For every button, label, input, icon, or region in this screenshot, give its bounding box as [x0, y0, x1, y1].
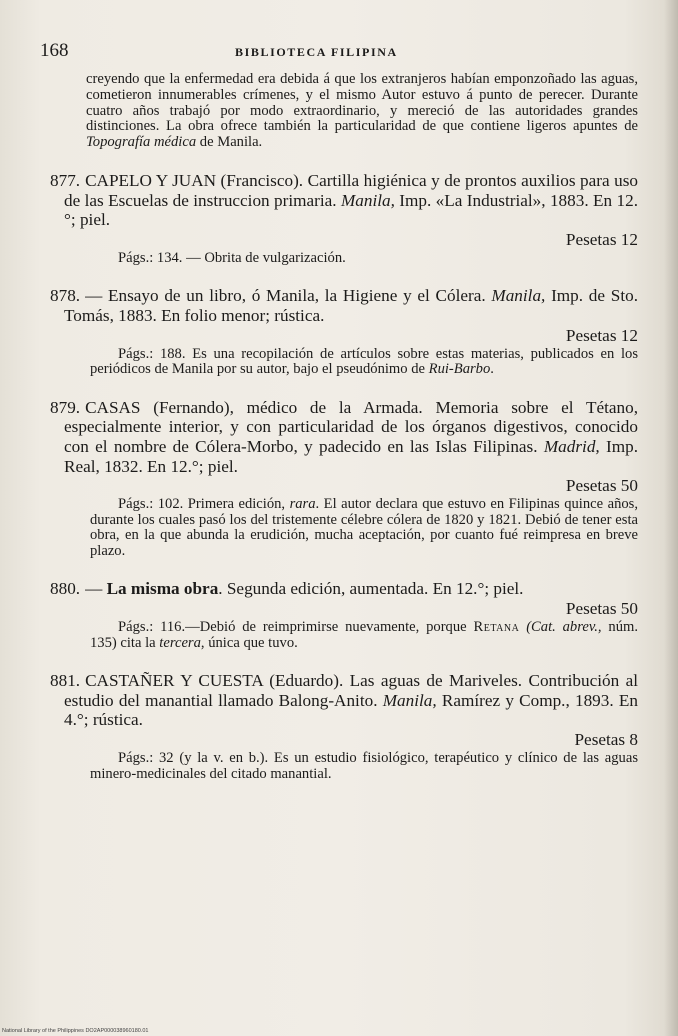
- entry-879: [50, 398, 638, 560]
- entry-text-part: Imp. «La Industrial», 1883. En 12.°; piel.: [64, 190, 638, 230]
- entry-877-text: [50, 171, 638, 230]
- page-header: [40, 40, 640, 62]
- note-italic: tercera: [159, 634, 201, 651]
- entry-877-price: Pesetas 12: [565, 229, 638, 249]
- entry-number: 877.: [50, 170, 81, 190]
- note-italic: rara: [289, 496, 316, 513]
- entry-bold-title: La misma obra: [106, 579, 219, 599]
- note-text: núm. 135) cita la: [90, 619, 638, 651]
- note-text: Págs.: 188. Es una recopilación de artículos sobre estas materias, publicados en los periódicos de Manila por su autor, bajo el pseudónimo de: [90, 345, 638, 378]
- note-text: . El autor declara que estuvo en Filipinas quince años, durante los cuales pasó los del tristemente célebre cólera de 1820 y 1821. Debió de tener esta obra, en la que abunda la erudición, mucha aceptación, por cuanto fué reimpresa en breve plazo.: [90, 496, 638, 559]
- note-italic: (Cat. abrev.,: [526, 619, 602, 636]
- continuation-paragraph: [86, 72, 638, 151]
- entry-dash: —: [85, 579, 107, 599]
- entry-877: [50, 171, 638, 266]
- entry-881-text: [50, 671, 638, 730]
- running-head: BIBLIOTECA FILIPINA: [235, 45, 398, 59]
- entry-text-part: Ramírez y Comp., 1893. En 4.°; rústica.: [64, 690, 638, 730]
- entry-place: Manila,: [340, 190, 395, 210]
- continuation-italic: Topografía médica: [86, 134, 197, 151]
- entry-877-note: Págs.: 134. — Obrita de vulgarización.: [118, 249, 346, 266]
- entry-878-price: Pesetas 12: [565, 325, 638, 345]
- entry-881-price: Pesetas 8: [574, 730, 638, 750]
- continuation-text-end: de Manila.: [196, 134, 263, 151]
- entry-879-price: Pesetas 50: [565, 476, 638, 496]
- entry-place: Manila,: [382, 690, 437, 710]
- entry-878-text: [50, 286, 638, 325]
- entry-880: [50, 579, 638, 651]
- entry-879-note: [90, 497, 638, 559]
- entry-text-part: Imp. Real, 1832. En 12.°; piel.: [64, 436, 638, 476]
- entry-878: [50, 286, 638, 377]
- entry-text-part: CAPELO Y JUAN (Francisco). Cartilla higiénica y de prontos auxilios para uso de las Escuelas de instruccion primaria.: [64, 170, 638, 210]
- entry-880-note: [90, 620, 638, 651]
- entry-880-text: [50, 579, 638, 599]
- entry-number: 879.: [50, 397, 81, 417]
- entry-text-part: . Segunda edición, aumentada. En 12.°; piel.: [218, 579, 524, 599]
- continuation-text: creyendo que la enfermedad era debida á que los extranjeros habían emponzoñado las aguas, cometieron innumerables crímenes, y el mismo Autor estuvo á punto de perecer. Durante cuatro años trabajó por modo extraordinario, y mereció de las autoridades grandes distinciones. La obra ofrece también la particularidad de que contiene ligeros apuntes de: [86, 71, 638, 135]
- entry-881-note: Págs.: 32 (y la v. en b.). Es un estudio fisiológico, terapéutico y clínico de las aguas minero-medicinales del citado manantial.: [90, 750, 638, 782]
- entry-880-price: Pesetas 50: [565, 599, 638, 619]
- note-text: Págs.: 102. Primera edición,: [118, 496, 290, 513]
- page-edge-shadow: [664, 0, 678, 1036]
- entry-number: 878.: [50, 286, 81, 306]
- entry-number: 881.: [50, 671, 81, 691]
- entry-text-part: CASAS (Fernando), médico de la Armada. Memoria sobre el Tétano, especialmente interior, y con particularidad de los órganos digestivos, conocido con el nombre de Cólera-Morbo, y padecido en las Islas Filipinas.: [64, 397, 638, 456]
- entry-number: 880.: [50, 579, 81, 599]
- entry-879-text: [50, 398, 638, 476]
- note-text: Págs.: 116.—Debió de reimprimirse nuevamente, porque: [118, 619, 474, 636]
- scan-footer: National Library of the Philippines DO2AP000038960180.01: [2, 1028, 149, 1034]
- note-text: .: [490, 361, 494, 378]
- entry-881: [50, 671, 638, 782]
- page-number: 168: [40, 40, 69, 61]
- entry-text-part: — Ensayo de un libro, ó Manila, la Higiene y el Cólera.: [85, 286, 492, 306]
- entry-place: Madrid,: [543, 436, 600, 456]
- note-italic: Rui-Barbo: [428, 361, 491, 378]
- page-content: [50, 72, 638, 782]
- entry-878-note: [90, 347, 638, 378]
- entry-text-part: Imp. de Sto. Tomás, 1883. En folio menor; rústica.: [64, 286, 638, 325]
- note-smallcaps: Retana: [473, 619, 520, 636]
- entry-place: Manila,: [491, 286, 546, 306]
- entry-text-part: CASTAÑER Y CUESTA (Eduardo). Las aguas de Mariveles. Contribución al estudio del manantial llamado Balong-Anito.: [64, 671, 638, 710]
- note-text: , única que tuvo.: [200, 634, 298, 651]
